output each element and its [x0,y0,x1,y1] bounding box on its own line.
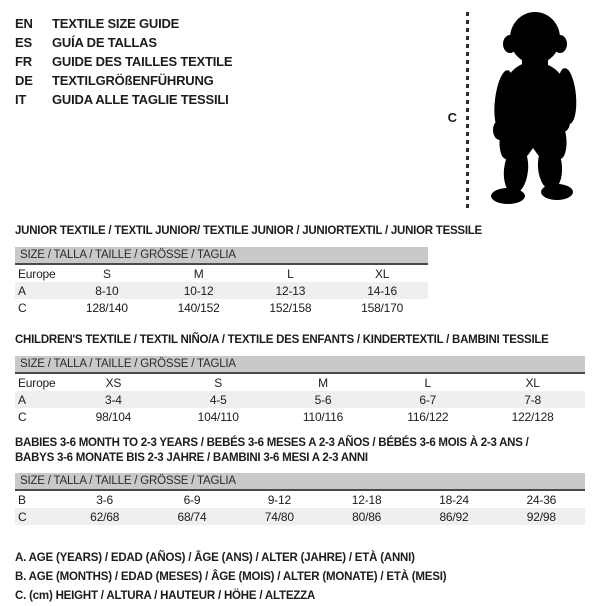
value-cell: 24-36 [526,492,557,507]
language-code: DE [15,73,33,88]
value-cell: L [287,266,294,281]
table-row [15,265,428,282]
value-cell: 3-6 [96,492,114,507]
language-code: FR [15,54,32,69]
value-cell: 74/80 [264,509,294,524]
value-cell: 10-12 [183,283,214,298]
section-title-line: BABYS 3-6 MONATE BIS 2-3 JAHRE / BAMBINI 3-6 MESI A 2-3 ANNI [15,452,368,464]
language-item-it [15,90,232,109]
row-label-cell: C [18,409,27,424]
footnote-age-years: A. AGE (YEARS) / EDAD (AÑOS) / ÂGE (ANS) / ALTER (JAHRE) / ETÀ (ANNI) [15,552,415,564]
junior-size-table [15,265,428,316]
baby-silhouette-icon [477,10,589,210]
height-figure [448,10,589,210]
value-cell: 110/116 [302,409,344,424]
language-label: TEXTILE SIZE GUIDE [52,16,180,31]
value-cell: XL [374,266,390,281]
value-cell: 68/74 [177,509,207,524]
value-cell: 158/170 [361,300,404,315]
value-cell: 86/92 [439,509,469,524]
children-textile-section [15,333,585,425]
table-row [15,282,428,299]
language-item-es [15,33,232,52]
children-section-title [15,333,585,348]
value-cell: 14-16 [367,283,397,298]
table-row [15,508,585,525]
value-cell: 7-8 [524,392,541,407]
table-row [15,408,585,425]
value-cell: 6-7 [419,392,437,407]
section-title-line: BABIES 3-6 MONTH TO 2-3 YEARS / BEBÉS 3-6 MESES A 2-3 AÑOS / BÉBÉS 3-6 MOIS À 2-3 ANS / [15,437,529,449]
value-cell: 5-6 [314,392,332,407]
table-row [15,391,585,408]
value-cell: 9-12 [267,492,291,507]
language-item-fr [15,52,232,71]
junior-section-title [15,224,585,239]
table-row [15,491,585,508]
footnote-height: C. (cm) HEIGHT / ALTURA / HAUTEUR / HÖHE / ALTEZZA [15,590,316,602]
language-item-de [15,71,232,90]
section-title-line: CHILDREN'S TEXTILE / TEXTIL NIÑO/A / TEXTILE DES ENFANTS / KINDERTEXTIL / BAMBINI TESSILE [15,334,549,346]
value-cell: 6-9 [183,492,201,507]
children-size-table [15,374,585,425]
babies-section-title [15,436,585,466]
section-title-line: JUNIOR TEXTILE / TEXTIL JUNIOR/ TEXTILE JUNIOR / JUNIORTEXTIL / JUNIOR TESSILE [15,225,482,237]
value-cell: 80/86 [352,509,382,524]
value-cell: 128/140 [85,300,128,315]
value-cell: 62/68 [90,509,120,524]
value-cell: 12-13 [275,283,306,298]
language-item-en [15,14,232,33]
junior-textile-section [15,224,585,316]
language-code: IT [15,92,27,107]
value-cell: L [424,375,432,390]
size-header-bar: SIZE / TALLA / TAILLE / GRÖSSE / TAGLIA [15,247,428,265]
height-measure-line [466,12,469,210]
row-label-cell: C [18,509,27,524]
value-cell: 152/158 [269,300,312,315]
value-cell: S [102,266,111,281]
value-cell: 4-5 [209,392,227,407]
value-cell: M [318,375,328,390]
value-cell: XL [525,375,540,390]
value-cell: 116/122 [407,409,449,424]
row-label-cell: A [18,283,26,298]
value-cell: 3-4 [105,392,122,407]
value-cell: S [214,375,223,390]
value-cell: 18-24 [439,492,469,507]
language-label: GUIDA ALLE TAGLIE TESSILI [52,92,229,107]
table-row [15,374,585,391]
table-row [15,299,428,316]
row-label-cell: Europe [18,375,56,390]
row-label-cell: B [18,492,26,507]
babies-size-table [15,491,585,525]
value-cell: 92/98 [526,509,556,524]
value-cell: M [193,266,204,281]
row-label-cell: Europe [18,266,56,281]
language-label: GUÍA DE TALLAS [52,35,157,50]
row-label-cell: A [18,392,26,407]
size-header-bar: SIZE / TALLA / TAILLE / GRÖSSE / TAGLIA [15,356,585,374]
value-cell: 122/128 [511,409,554,424]
footnote-age-months: B. AGE (MONTHS) / EDAD (MESES) / ÂGE (MOIS) / ALTER (MONATE) / ETÀ (MESI) [15,571,447,583]
value-cell: 98/104 [95,409,132,424]
language-label: TEXTILGRÖßENFÜHRUNG [52,73,214,88]
babies-textile-section [15,436,585,525]
value-cell: XS [105,375,122,390]
language-code: EN [15,16,33,31]
height-measure-label: C [447,109,457,125]
row-label-cell: C [18,300,27,315]
value-cell: 104/110 [197,409,239,424]
language-label: GUIDE DES TAILLES TEXTILE [52,54,233,69]
language-list [15,10,232,212]
language-code: ES [15,35,32,50]
header [15,10,585,212]
value-cell: 12-18 [351,492,382,507]
value-cell: 140/152 [177,300,220,315]
legend-footnotes [15,549,585,606]
value-cell: 8-10 [95,283,119,298]
size-header-bar: SIZE / TALLA / TAILLE / GRÖSSE / TAGLIA [15,473,585,491]
